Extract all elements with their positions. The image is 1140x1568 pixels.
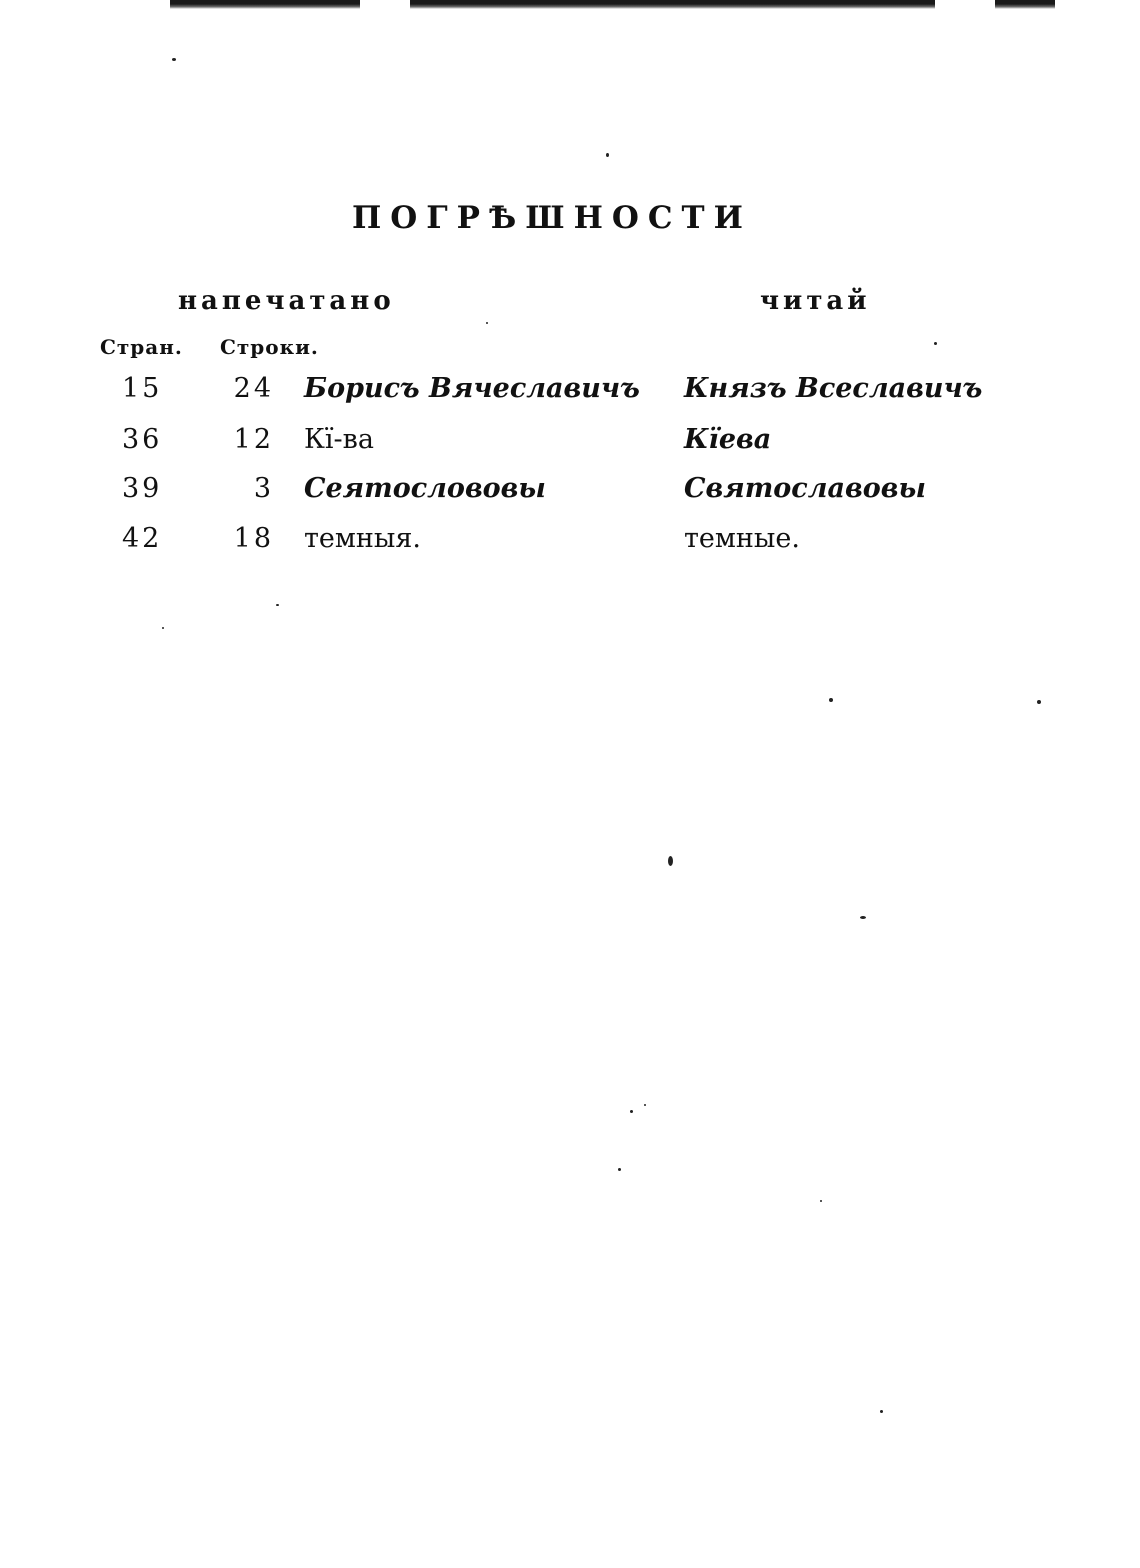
ink-speck bbox=[162, 627, 164, 629]
correct-text: Кїева bbox=[684, 424, 772, 455]
errata-row bbox=[0, 419, 1140, 461]
ink-speck bbox=[829, 698, 833, 702]
line-column-label: Строки. bbox=[220, 335, 319, 359]
rule-gap bbox=[1055, 0, 1095, 9]
correct-text: Князъ Всеславичъ bbox=[684, 373, 983, 404]
ink-speck bbox=[860, 916, 866, 919]
ink-speck bbox=[486, 322, 488, 324]
ink-speck bbox=[618, 1168, 621, 1171]
page-number: 39 bbox=[122, 473, 163, 504]
printed-column-header: напечатано bbox=[178, 286, 395, 316]
line-number: 18 bbox=[233, 523, 274, 554]
ink-speck bbox=[880, 1410, 883, 1413]
ink-speck bbox=[668, 856, 673, 866]
printed-text: Кї-ва bbox=[304, 424, 374, 455]
rule-gap bbox=[360, 0, 410, 9]
errata-row bbox=[0, 468, 1140, 510]
correct-text: темные. bbox=[684, 523, 800, 554]
printed-text: Сеятослововы bbox=[304, 473, 546, 504]
page-number: 42 bbox=[122, 523, 163, 554]
page-title: ПОГРѢШНОСТИ bbox=[352, 200, 752, 236]
line-number: 24 bbox=[233, 373, 274, 404]
line-number: 3 bbox=[253, 473, 274, 504]
ink-speck bbox=[820, 1200, 822, 1202]
ink-speck bbox=[1037, 700, 1041, 704]
ink-speck bbox=[172, 58, 176, 61]
errata-row bbox=[0, 368, 1140, 410]
ink-speck bbox=[934, 342, 937, 345]
printed-text: Борисъ Вячеславичъ bbox=[304, 373, 640, 404]
errata-row bbox=[0, 518, 1140, 560]
read-column-header: читай bbox=[760, 286, 871, 316]
page-number: 36 bbox=[122, 424, 163, 455]
rule-gap bbox=[935, 0, 995, 9]
page-column-label: Стран. bbox=[100, 335, 183, 359]
ink-speck bbox=[644, 1104, 646, 1106]
printed-text: темныя. bbox=[304, 523, 422, 554]
ink-speck bbox=[276, 604, 279, 606]
ink-speck bbox=[606, 153, 609, 157]
line-number: 12 bbox=[233, 424, 274, 455]
correct-text: Святославовы bbox=[684, 473, 926, 504]
ink-speck bbox=[630, 1110, 633, 1113]
page-number: 15 bbox=[122, 373, 163, 404]
